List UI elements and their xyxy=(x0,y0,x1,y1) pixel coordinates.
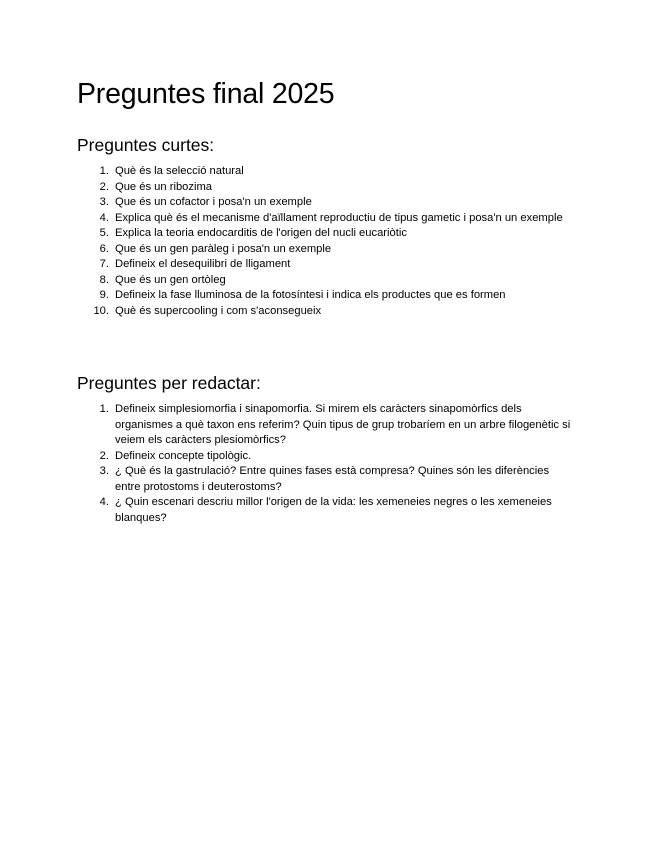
essay-questions-list xyxy=(77,402,577,526)
list-item-number: 3. xyxy=(99,196,109,208)
list-item-text: Defineix el desequilibri de lligament xyxy=(115,258,291,270)
list-item-text: Explica la teoria endocarditis de l'origen del nucli eucariòtic xyxy=(115,227,407,239)
list-item-number: 2. xyxy=(99,449,109,462)
short-questions-list xyxy=(77,164,577,319)
document-title: Preguntes final 2025 xyxy=(77,78,335,110)
list-item-number: 7. xyxy=(99,258,109,270)
section-heading-essay-questions: Preguntes per redactar: xyxy=(77,373,261,393)
list-item xyxy=(77,288,577,304)
list-item-number: 8. xyxy=(99,273,109,286)
list-item-number: 4. xyxy=(99,496,109,508)
list-item-text: Què és la selecció natural xyxy=(115,165,244,177)
list-item-text: Defineix la fase lluminosa de la fotosíntesi i indica els productes que es formen xyxy=(115,289,506,301)
list-item-number: 10. xyxy=(93,304,109,317)
list-item-number: 5. xyxy=(99,227,109,239)
list-item xyxy=(77,195,577,211)
list-item xyxy=(77,273,577,289)
list-item-text: ¿ Quin escenari descriu millor l'origen de la vida: les xemeneies negres o les xemeneies blanques? xyxy=(115,496,552,524)
list-item-number: 1. xyxy=(99,403,109,415)
list-item-number: 1. xyxy=(99,165,109,177)
list-item xyxy=(77,211,577,227)
list-item-number: 6. xyxy=(99,242,109,255)
list-item xyxy=(77,164,577,180)
list-item xyxy=(77,180,577,196)
list-item xyxy=(77,464,577,495)
list-item-number: 9. xyxy=(99,289,109,301)
list-item-text: Que és un ribozima xyxy=(115,180,213,193)
list-item-text: Defineix concepte tipològic. xyxy=(115,449,252,462)
list-item-number: 3. xyxy=(99,465,109,477)
section-heading-short-questions: Preguntes curtes: xyxy=(77,135,215,155)
list-item-text: Que és un cofactor i posa'n un exemple xyxy=(115,196,312,208)
list-item-number: 4. xyxy=(99,211,109,224)
list-item-number: 2. xyxy=(99,180,109,193)
list-item xyxy=(77,402,577,449)
list-item-text: Que és un gen ortòleg xyxy=(115,273,226,286)
list-item-text: Què és supercooling i com s'aconsegueix xyxy=(115,304,322,317)
list-item xyxy=(77,226,577,242)
list-item xyxy=(77,242,577,258)
list-item-text: Que és un gen paràleg i posa'n un exemple xyxy=(115,242,332,255)
list-item-text: ¿ Què és la gastrulació? Entre quines fases està compresa? Quines són les diferències entre protostoms i deuterostoms? xyxy=(115,465,550,493)
list-item-text: Explica què és el mecanisme d'aïllament reproductiu de tipus gametic i posa'n un exemple xyxy=(115,211,563,224)
list-item xyxy=(77,257,577,273)
list-item xyxy=(77,495,577,526)
list-item xyxy=(77,304,577,320)
list-item-text: Defineix simplesiomorfia i sinapomorfia. Si mirem els caràcters sinapomòrfics dels organismes a què taxon ens referim? Quin tipus de grup trobaríem en un arbre filogenètic si veiem els caràcters plesiomòrfics? xyxy=(115,403,571,446)
list-item xyxy=(77,449,577,465)
